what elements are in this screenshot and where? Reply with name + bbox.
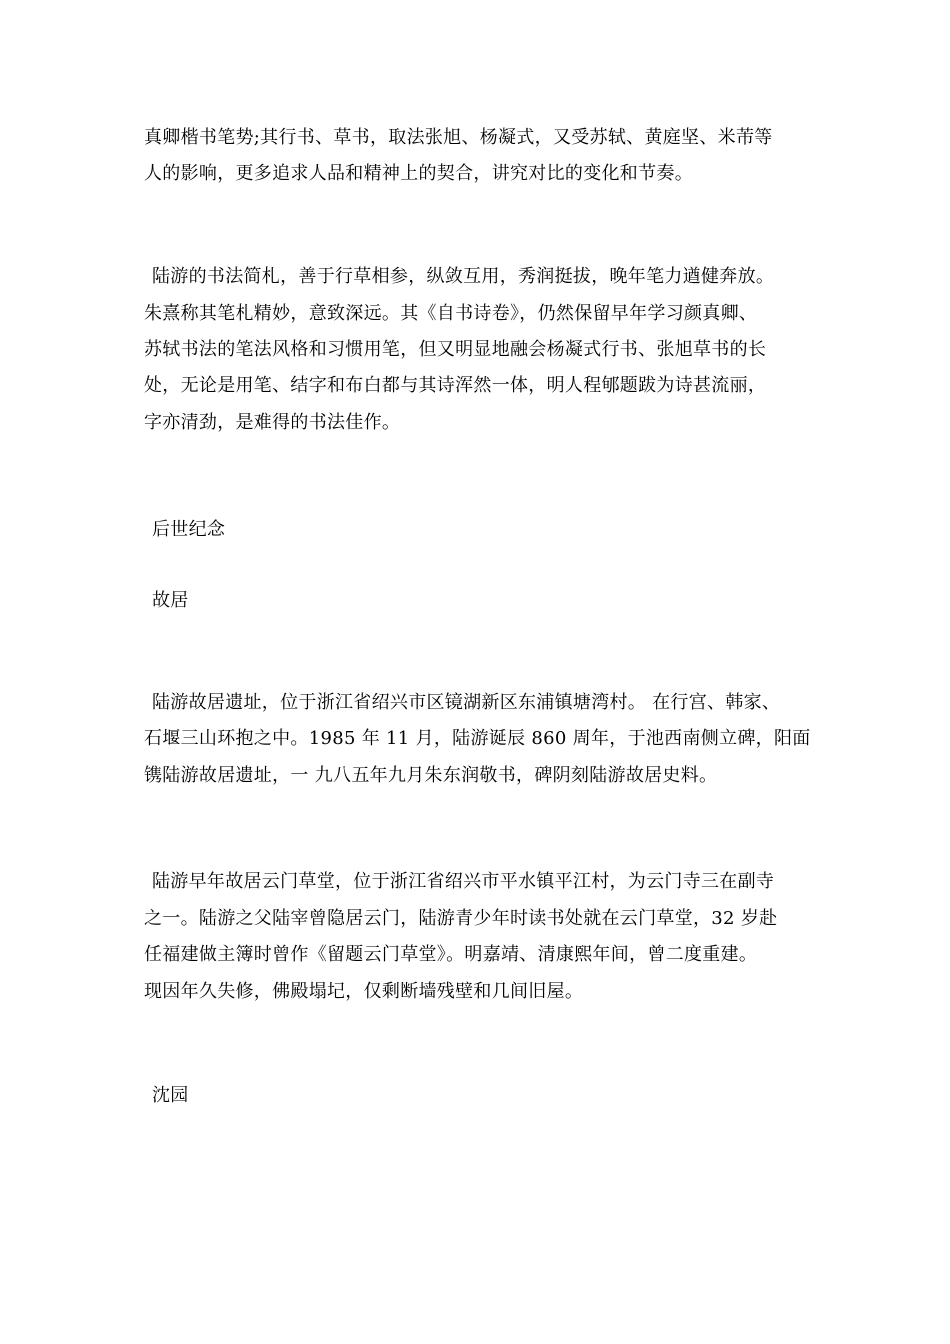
paragraph-line: 处，无论是用笔、结字和布白都与其诗浑然一体，明人程郇题跋为诗甚流丽，	[144, 375, 767, 396]
paragraph-line: 陆游故居遗址，位于浙江省绍兴市区镜湖新区东浦镇塘湾村。 在行宫、韩家、	[152, 692, 781, 713]
paragraph-line: 真卿楷书笔势;其行书、草书，取法张旭、杨凝式，又受苏轼、黄庭坚、米芾等	[144, 127, 773, 148]
paragraph-line: 字亦清劲，是难得的书法佳作。	[144, 412, 401, 433]
section-heading-shen-garden: 沈园	[152, 1085, 189, 1106]
paragraph-line: 镌陆游故居遗址，一 九八五年九月朱东润敬书，碑阴刻陆游故居史料。	[144, 765, 718, 786]
paragraph-line: 任福建做主簿时曾作《留题云门草堂》。明嘉靖、清康熙年间，曾二度重建。	[144, 944, 758, 965]
paragraph-line: 陆游的书法简札，善于行草相参，纵敛互用，秀润挺拔，晚年笔力遒健奔放。	[152, 266, 775, 287]
paragraph-line: 石堰三山环抱之中。1985 年 11 月，陆游诞辰 860 周年，于池西南侧立碑，阳面	[144, 728, 811, 749]
section-heading-former-residence: 故居	[152, 590, 189, 611]
paragraph-line: 朱熹称其笔札精妙，意致深远。其《自书诗卷》，仍然保留早年学习颜真卿、	[144, 303, 758, 324]
section-heading-legacy: 后世纪念	[152, 519, 226, 540]
paragraph-line: 陆游早年故居云门草堂，位于浙江省绍兴市平水镇平江村，为云门寺三在副寺	[152, 871, 775, 892]
paragraph-line: 人的影响，更多追求人品和精神上的契合，讲究对比的变化和节奏。	[144, 163, 693, 184]
paragraph-line: 之一。陆游之父陆宰曾隐居云门，陆游青少年时读书处就在云门草堂，32 岁赴	[144, 908, 778, 929]
paragraph-line: 苏轼书法的笔法风格和习惯用笔，但又明显地融会杨凝式行书、张旭草书的长	[144, 339, 767, 360]
paragraph-line: 现因年久失修，佛殿塌圮，仅剩断墙残壁和几间旧屋。	[144, 981, 584, 1002]
